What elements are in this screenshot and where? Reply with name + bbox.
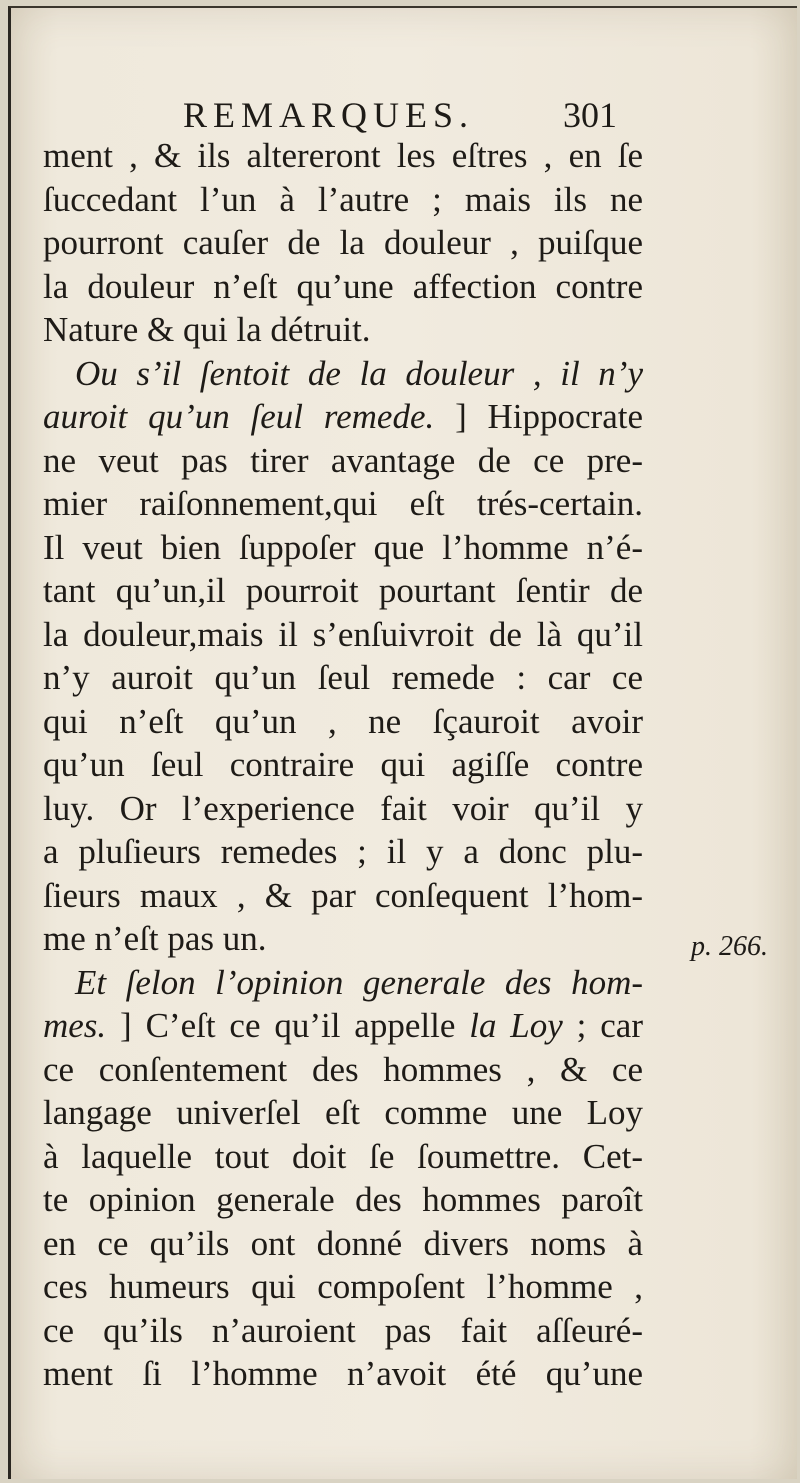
text-line	[43, 569, 643, 613]
text-span: la douleur,mais il s’enſuivroit de là qu’il	[43, 614, 643, 654]
text-span: à laquelle tout doit ſe ſoumettre. Cet-	[43, 1136, 643, 1176]
text-span: la douleur n’eſt qu’une affection contre	[43, 266, 643, 306]
text-line	[43, 395, 643, 439]
text-line	[43, 1178, 643, 1222]
text-line	[43, 656, 643, 700]
text-line	[43, 526, 643, 570]
italic-text: Ou s’il ſentoit de la douleur , il n’y	[75, 353, 643, 393]
italic-text: mes.	[43, 1006, 107, 1045]
text-span: Il veut bien ſuppoſer que l’homme n’é-	[43, 527, 643, 567]
text-span: ] Hippocrate	[434, 397, 643, 436]
text-line	[43, 265, 643, 309]
text-line	[43, 178, 643, 222]
page-number: 301	[563, 95, 617, 135]
text-line	[43, 743, 643, 787]
text-span: pourront cauſer de la douleur , puiſque	[43, 223, 643, 262]
text-span: langage univerſel eſt comme une Loy	[43, 1093, 643, 1132]
book-page	[8, 6, 797, 1479]
text-line	[43, 1135, 643, 1179]
text-line	[43, 134, 643, 178]
text-span: ] C’eſt ce qu’il appelle	[106, 1006, 470, 1045]
text-span: qu’un ſeul contraire qui agiſſe contre	[43, 745, 643, 784]
text-line	[43, 613, 643, 657]
text-line	[43, 1309, 643, 1353]
text-line	[43, 221, 643, 265]
text-line	[43, 1265, 643, 1309]
text-span: n’y auroit qu’un ſeul remede : car ce	[43, 658, 643, 697]
text-line	[43, 308, 643, 352]
text-span: ce conſentement des hommes , & ce	[43, 1049, 643, 1089]
text-block	[43, 86, 643, 1396]
text-line	[43, 874, 643, 918]
text-line	[43, 830, 643, 874]
text-line	[43, 1222, 643, 1266]
text-span: ces humeurs qui compoſent l’homme ,	[43, 1267, 643, 1306]
text-span: qui n’eſt qu’un , ne ſçauroit avoir	[43, 701, 643, 741]
text-span: ne veut pas tirer avantage de ce pre-	[43, 440, 643, 480]
text-line	[43, 700, 643, 744]
text-span: ſuccedant l’un à l’autre ; mais ils ne	[43, 179, 643, 219]
text-line	[43, 482, 643, 526]
page-header	[43, 86, 643, 134]
text-span: ; car	[562, 1006, 643, 1045]
text-span: te opinion generale des hommes paroît	[43, 1180, 643, 1219]
text-span: me n’eſt pas un.	[43, 919, 267, 958]
italic-text: la Loy	[469, 1006, 563, 1045]
italic-text: Et ſelon l’opinion generale des hom-	[75, 962, 643, 1002]
italic-text: auroit qu’un ſeul remede.	[43, 397, 435, 436]
text-span: mier raiſonnement,qui eſt trés-certain.	[43, 484, 643, 523]
text-span: en ce qu’ils ont donné divers noms à	[43, 1223, 643, 1263]
text-line	[43, 1091, 643, 1135]
text-span: tant qu’un,il pourroit pourtant ſentir de	[43, 571, 643, 610]
text-span: ſieurs maux , & par conſequent l’hom-	[43, 875, 643, 915]
text-line	[43, 1048, 643, 1092]
text-line	[43, 961, 643, 1005]
text-line	[43, 917, 643, 961]
text-span: Nature & qui la détruit.	[43, 310, 371, 349]
body-text	[43, 134, 643, 1396]
text-span: ment ſi l’homme n’avoit été qu’une	[43, 1354, 643, 1393]
text-span: a pluſieurs remedes ; il y a donc plu-	[43, 832, 643, 871]
text-line	[43, 1004, 643, 1048]
text-line	[43, 1352, 643, 1396]
text-line	[43, 439, 643, 483]
text-span: luy. Or l’experience fait voir qu’il y	[43, 788, 643, 828]
text-line	[43, 787, 643, 831]
text-span: ment , & ils altereront les eſtres , en ſe	[43, 136, 643, 175]
margin-note: p. 266.	[691, 931, 768, 962]
text-span: ce qu’ils n’auroient pas fait aſſeuré-	[43, 1310, 643, 1350]
text-line	[43, 352, 643, 396]
running-title: REMARQUES.	[183, 95, 475, 135]
